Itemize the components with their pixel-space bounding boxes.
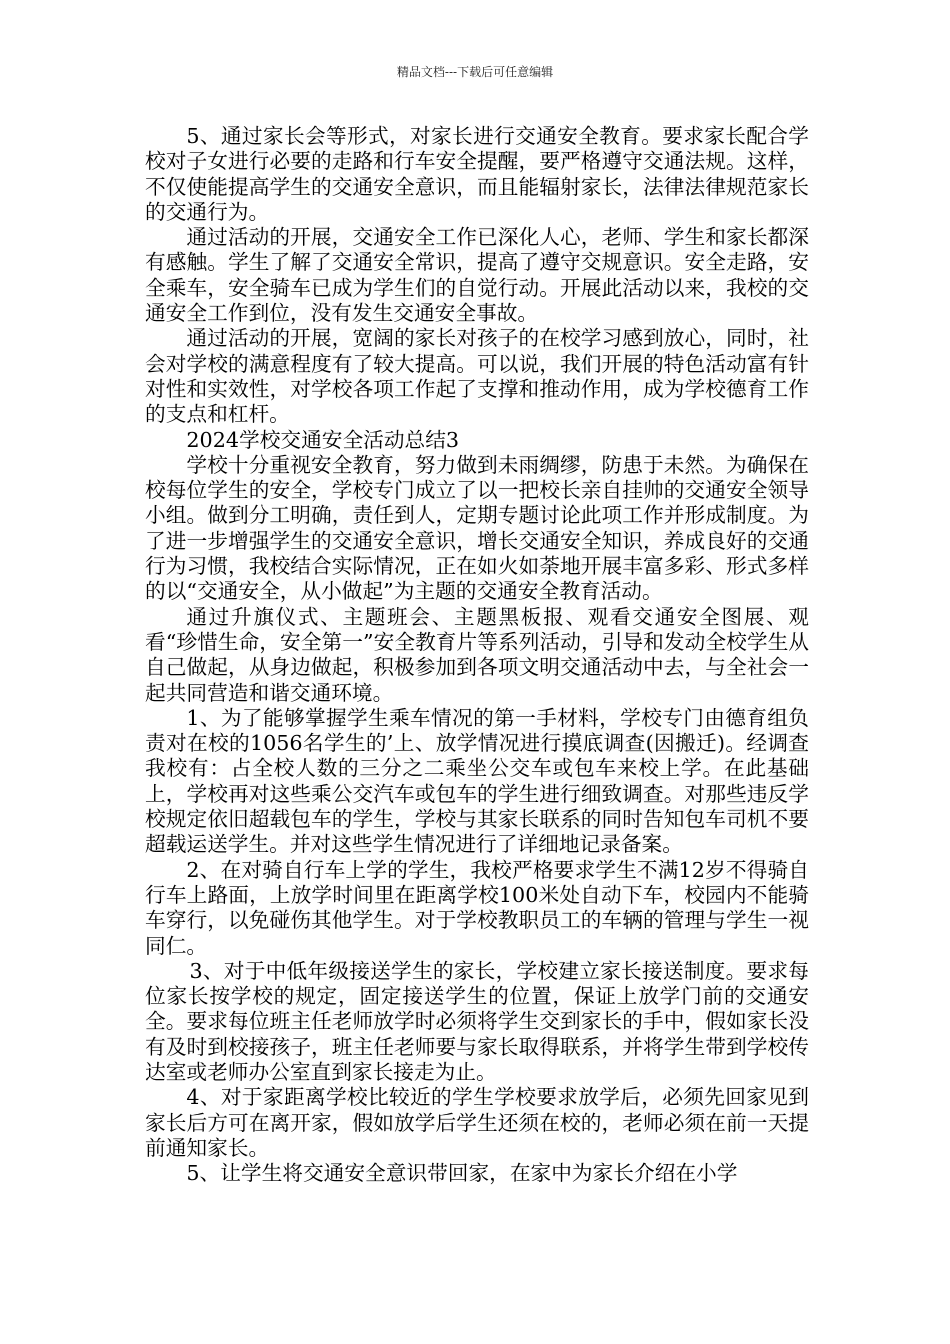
- paragraph-parent-satisfaction: 通过活动的开展，宽阔的家长对孩子的在校学习感到放心，同时，社会对学校的满意程度有了较大提高。可以说，我们开展的特色活动富有针对性和实效性，对学校各项工作起了支撑和推动作用，成为学校德育工作的支点和杠杆。: [145, 326, 809, 427]
- paragraph-item-4-nearby-students: 4、对于家距离学校比较近的学生学校要求放学后，必须先回家见到家长后方可在离开家，假如放学后学生还须在校的，老师必须在前一天提前通知家长。: [145, 1085, 809, 1160]
- paragraph-item-2-bicycles: 2、在对骑自行车上学的学生，我校严格要求学生不满12岁不得骑自行车上路面，上放学时间里在距离学校100米处自动下车，校园内不能骑车穿行，以免碰伤其他学生。对于学校教职员工的车辆的管理与学生一视同仁。: [145, 857, 809, 958]
- paragraph-item-5-parents-meeting: 5、通过家长会等形式，对家长进行交通安全教育。要求家长配合学校对子女进行必要的走路和行车安全提醒，要严格遵守交通法规。这样，不仅使能提高学生的交通安全意识，而且能辐射家长，法律法律规范家长的交通行为。: [145, 124, 809, 224]
- paragraph-safety-education: 学校十分重视安全教育，努力做到未雨绸缪，防患于未然。为确保在校每位学生的安全，学校专门成立了以一把校长亲自挂帅的交通安全领导小组。做到分工明确，责任到人，定期专题讨论此项工作并形成制度。为了进一步增强学生的交通安全意识，增长交通安全知识，养成良好的交通行为习惯，我校结合实际情况，正在如火如荼地开展丰富多彩、形式多样的以“交通安全，从小做起”为主题的交通安全教育活动。: [145, 452, 809, 604]
- paragraph-item-3-pickup: 3、对于中低年级接送学生的家长，学校建立家长接送制度。要求每位家长按学校的规定，固定接送学生的位置，保证上放学门前的交通安全。要求每位班主任老师放学时必须将学生交到家长的手中，假如家长没有及时到校接孩子，班主任老师要与家长取得联系，并将学生带到学校传达室或老师办公室直到家长接走为止。: [145, 958, 809, 1084]
- paragraph-series-activities: 通过升旗仪式、主题班会、主题黑板报、观看交通安全图展、观看“珍惜生命，安全第一”安全教育片等系列活动，引导和发动全校学生从自己做起，从身边做起，积极参加到各项文明交通活动中去，与全社会一起共同营造和谐交通环境。: [145, 604, 809, 705]
- paragraph-item-1-bus-survey: 1、为了能够掌握学生乘车情况的第一手材料，学校专门由德育组负责对在校的1056名学生的’上、放学情况进行摸底调查(因搬迁)。经调查我校有：占全校人数的三分之二乘坐公交车或包车来校上学。在此基础上，学校再对这些乘公交汽车或包车的学生进行细致调查。对那些违反学校规定依旧超载包车的学生，学校与其家长联系的同时告知包车司机不要超载运送学生。并对这些学生情况进行了详细地记录备案。: [145, 705, 809, 857]
- paragraph-activity-results: 通过活动的开展，交通安全工作已深化人心，老师、学生和家长都深有感触。学生了解了交通安全常识，提高了遵守交规意识。安全走路，安全乘车，安全骑车已成为学生们的自觉行动。开展此活动以来，我校的交通安全工作到位，没有发生交通安全事故。: [145, 225, 809, 326]
- page-header: 精品文档---下载后可任意编辑: [396, 65, 554, 79]
- paragraph-item-5-take-home: 5、让学生将交通安全意识带回家，在家中为家长介绍在小学: [186, 1161, 738, 1186]
- section-title: 2024学校交通安全活动总结3: [186, 427, 460, 452]
- document-body: [145, 124, 809, 1186]
